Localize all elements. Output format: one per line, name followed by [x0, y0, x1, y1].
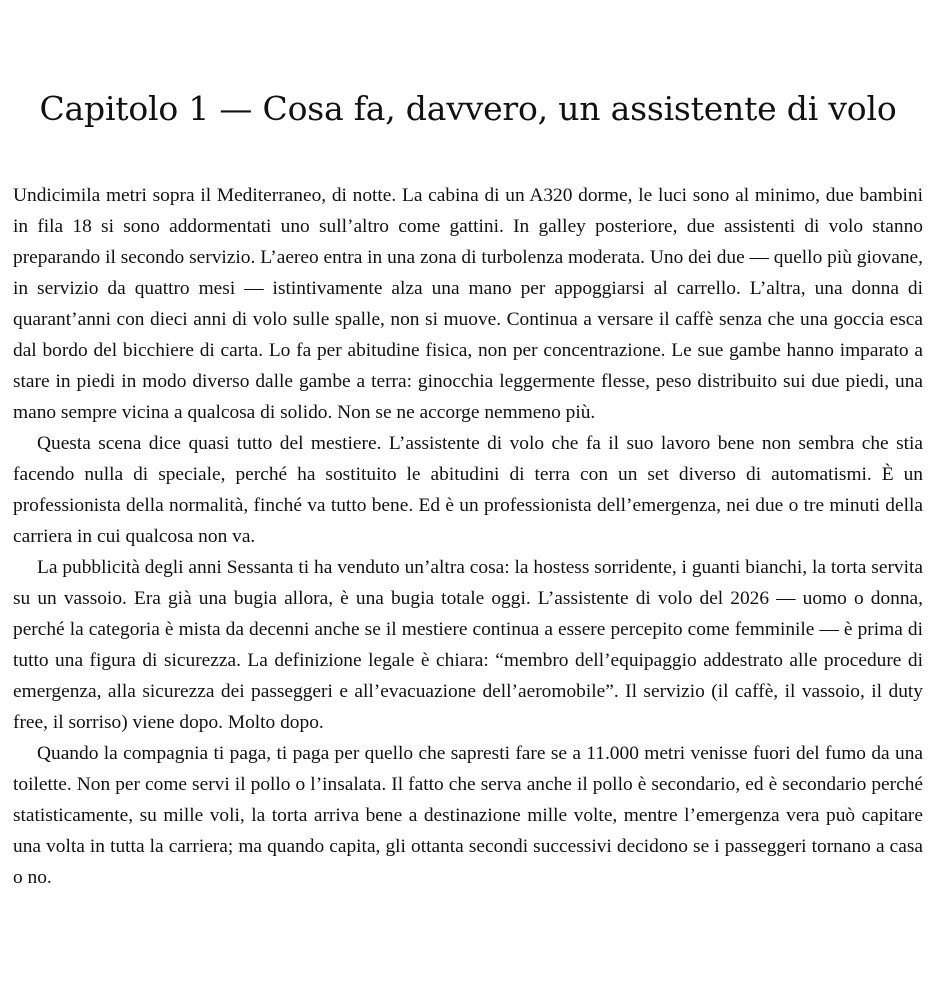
document-page — [13, 0, 923, 893]
paragraph: Undicimila metri sopra il Mediterraneo, di notte. La cabina di un A320 dorme, le luci sono al minimo, due bambini in fila 18 si sono addormentati uno sull’altro come gattini. In galley posteriore, due assistenti di volo stanno preparando il secondo servizio. L’aereo entra in una zona di turbolenza moderata. Uno dei due — quello più giovane, in servizio da quattro mesi — istintivamente alza una mano per appoggiarsi al carrello. L’altra, una donna di quarant’anni con dieci anni di volo sulle spalle, non si muove. Continua a versare il caffè senza che una goccia esca dal bordo del bicchiere di carta. Lo fa per abitudine fisica, non per concentrazione. Le sue gambe hanno imparato a stare in piedi in modo diverso dalle gambe a terra: ginocchia leggermente flesse, peso distribuito sui due piedi, una mano sempre vicina a qualcosa di solido. Non se ne accorge nemmeno più. — [13, 185, 923, 423]
paragraph: La pubblicità degli anni Sessanta ti ha venduto un’altra cosa: la hostess sorridente, i guanti bianchi, la torta servita su un vassoio. Era già una bugia allora, è una bugia totale oggi. L’assistente di volo del 2026 — uomo o donna, perché la categoria è mista da decenni anche se il mestiere continua a essere percepito come femminile — è prima di tutto una figura di sicurezza. La definizione legale è chiara: “membro dell’equipaggio addestrato alle procedure di emergenza, alla sicurezza dei passeggeri e all’evacuazione dell’aeromobile”. Il servizio (il caffè, il vassoio, il duty free, il sorriso) viene dopo. Molto dopo. — [13, 557, 923, 733]
chapter-body — [13, 180, 923, 893]
paragraph: Quando la compagnia ti paga, ti paga per quello che sapresti fare se a 11.000 metri venisse fuori del fumo da una toilette. Non per come servi il pollo o l’insalata. Il fatto che serva anche il pollo è secondario, ed è secondario perché statisticamente, su mille voli, la torta arriva bene a destinazione mille volte, mentre l’emergenza vera può capitare una volta in tutta la carriera; ma quando capita, gli ottanta secondi successivi decidono se i passeggeri tornano a casa o no. — [13, 743, 923, 888]
paragraph: Questa scena dice quasi tutto del mestiere. L’assistente di volo che fa il suo lavoro bene non sembra che stia facendo nulla di speciale, perché ha sostituito le abitudini di terra con un set diverso di automatismi. È un professionista della normalità, finché va tutto bene. Ed è un professionista dell’emergenza, nei due o tre minuti della carriera in cui qualcosa non va. — [13, 433, 923, 547]
chapter-title: Capitolo 1 — Cosa fa, davvero, un assistente di volo — [39, 89, 897, 128]
